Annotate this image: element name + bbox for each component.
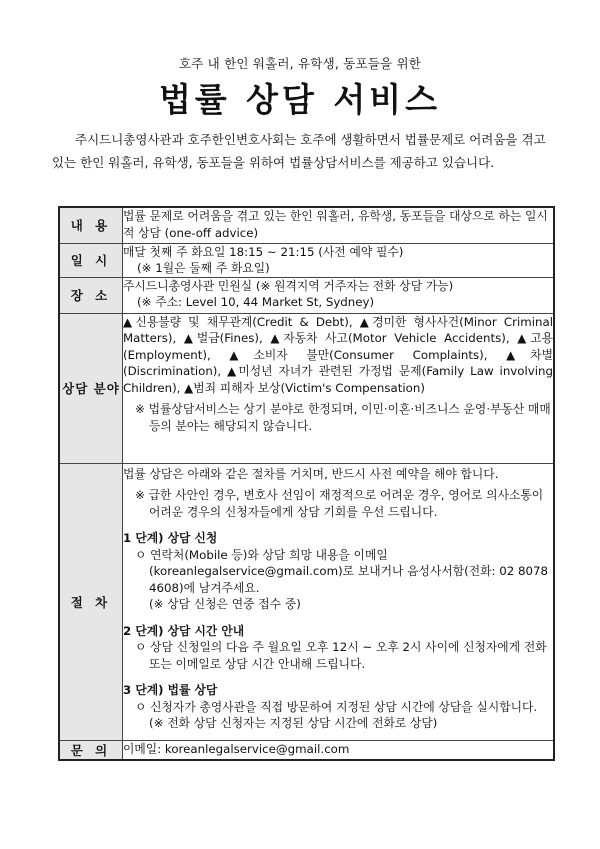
place-address: (※ 주소: Level 10, 44 Market St, Sydney)	[137, 295, 375, 309]
label-date: 일 시	[59, 243, 123, 277]
label-procedure: 절 차	[59, 463, 123, 740]
step1-text: ㅇ 연락처(Mobile 등)와 상담 희망 내용을 이메일 (koreanlegalservice@gmail.com)로 보내거나 음성사서함(전화: 02 8078 4608)에 남겨주세요.	[135, 547, 549, 595]
procedure-intro: 법률 상담은 아래와 같은 절차를 거치며, 반드시 사전 예약을 해야 합니다.	[123, 466, 499, 481]
row-areas	[59, 313, 554, 463]
row-procedure	[59, 463, 554, 740]
label-content: 내 용	[59, 207, 123, 243]
content-text: 법률 문제로 어려움을 겪고 있는 한인 워홀러, 유학생, 동포들을 대상으로 하는 일시적 상담 (one-off advice)	[123, 207, 555, 243]
procedure-cell	[123, 463, 555, 740]
intro-paragraph: 주시드니총영사관과 호주한인변호사회는 호주에 생활하면서 법률문제로 어려움을 겪고 있는 한인 워홀러, 유학생, 동포들을 위하여 법률상담서비스를 제공하고 있습니다.	[52, 132, 546, 170]
inquiry-email: 이메일: koreanlegalservice@gmail.com	[123, 740, 555, 760]
label-inquiry: 문 의	[59, 740, 123, 760]
info-table	[58, 206, 555, 761]
row-place	[59, 277, 554, 313]
step2-title: 2 단계) 상담 시간 안내	[123, 623, 245, 638]
areas-list: ▲신용불량 및 채무관계(Credit & Debt), ▲경미한 형사사건(Minor Criminal Matters), ▲벌금(Fines), ▲자동차 사고(Motor Vehicle Accidents), ▲고용(Employment), ▲소비자 불만(Consumer Complaints), ▲차별(Discrimination), ▲미성년 자녀가 관련된 가정법 문제(Family Law involving Children), ▲범죄 피해자 보상(Victim's Compensation)	[123, 314, 553, 395]
label-areas: 상담 분야	[59, 313, 123, 463]
row-content	[59, 207, 554, 243]
label-place: 장 소	[59, 277, 123, 313]
areas-note: ※ 법률상담서비스는 상기 분야로 한정되며, 이민·이혼·비즈니스 운영·부동산 매매 등의 분야는 해당되지 않습니다.	[135, 402, 551, 433]
place-cell	[123, 277, 555, 313]
step2-text: ㅇ 상담 신청일의 다음 주 월요일 오후 12시 ~ 오후 2시 사이에 신청자에게 전화 또는 이메일로 상담 시간 안내해 드립니다.	[135, 640, 547, 671]
date-cell	[123, 243, 555, 277]
areas-cell	[123, 313, 555, 463]
date-schedule: 매달 첫째 주 화요일 18:15 ~ 21:15 (사전 예약 필수)	[123, 244, 404, 259]
place-location: 주시드니총영사관 민원실 (※ 원격지역 거주자는 전화 상담 가능)	[123, 278, 454, 293]
step1-title: 1 단계) 상담 신청	[123, 531, 218, 545]
subtitle: 호주 내 한인 워홀러, 유학생, 동포들을 위한	[178, 56, 422, 71]
step3-text: ㅇ 신청자가 총영사관을 직접 방문하여 지정된 상담 시간에 상담을 실시합니다. (※ 전화 상담 신청자는 지정된 상담 시간에 전화로 상담)	[135, 699, 538, 730]
row-date	[59, 243, 554, 277]
step1-note: (※ 상담 신청은 연중 접수 중)	[149, 597, 301, 611]
page-title: 법률 상담 서비스	[158, 80, 442, 119]
procedure-note: ※ 급한 사안인 경우, 변호사 선임이 재정적으로 어려운 경우, 영어로 의사소통이 어려운 경우의 신청자들에게 상담 기회를 우선 드립니다.	[135, 488, 544, 519]
step3-title: 3 단계) 법률 상담	[123, 683, 218, 697]
row-inquiry	[59, 740, 554, 760]
date-note: (※ 1월은 둘째 주 화요일)	[137, 261, 270, 275]
